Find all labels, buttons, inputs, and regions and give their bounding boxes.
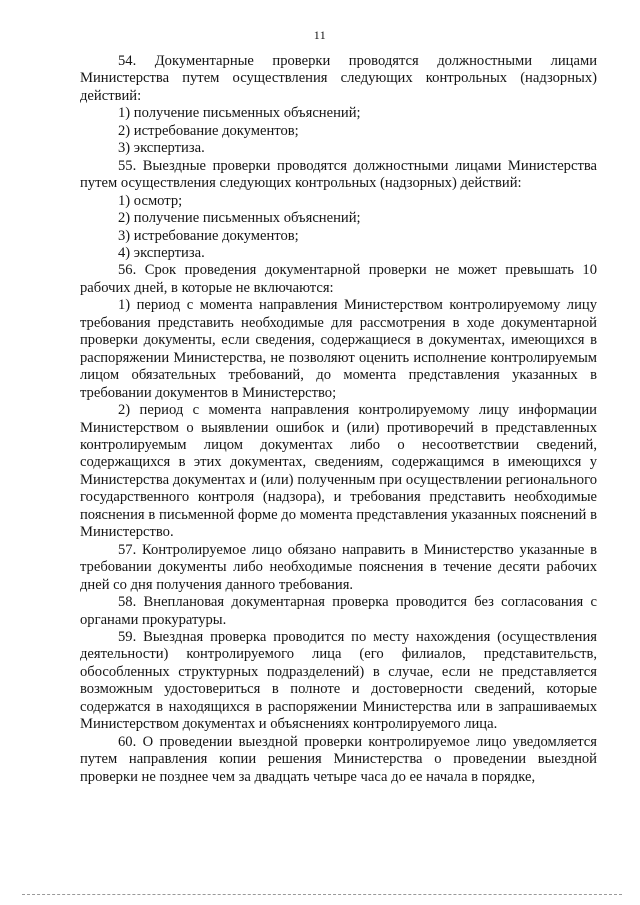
paragraph: 56. Срок проведения документарной проверки не может превышать 10 рабочих дней, в которые не включаются: [80, 262, 597, 296]
list-item: 2) истребование документов; [118, 122, 299, 139]
paragraph: 57. Контролируемое лицо обязано направить в Министерство указанные в требовании документы либо необходимые пояснения в течение десяти рабочих дней со дня получения данного требования. [80, 541, 597, 593]
paragraph: 55. Выездные проверки проводятся должностными лицами Министерства путем осуществления следующих контрольных (надзорных) действий: [80, 157, 597, 192]
page-bottom-divider [22, 894, 622, 895]
paragraph: 1) период с момента направления Министерством контролируемому лицу требования представить необходимые для рассмотрения в ходе документарной проверки документы, если сведения, содержащиеся в документах, имеющихся в распоряжении Министерства, не позволяют оценить исполнение контролируемым лицом обязательных требований, до момента представления указанных в требовании документов в Министерство; [80, 297, 597, 401]
paragraph: 58. Внеплановая документарная проверка проводится без согласования с органами прокуратуры. [80, 594, 597, 628]
list-item: 4) экспертиза. [118, 244, 205, 261]
paragraph: 59. Выездная проверка проводится по месту нахождения (осуществления деятельности) контролируемого лица (его филиалов, представительств, обособленных структурных подразделений) в случае, если не представляется возможным удостовериться в полноте и достоверности сведений, которые содержатся в находящихся в распоряжении Министерства или в запрашиваемых Министерством документах и объяснениях контролируемого лица. [80, 628, 597, 733]
list-item: 1) получение письменных объяснений; [118, 105, 361, 122]
page-number: 11 [313, 28, 327, 42]
list-item: 2) получение письменных объяснений; [118, 210, 361, 227]
list-item: 3) экспертиза. [118, 140, 205, 157]
paragraph: 60. О проведении выездной проверки контролируемое лицо уведомляется путем направления копии решения Министерства о проведении выездной проверки не позднее чем за двадцать четыре часа до ее начала в порядке, [80, 733, 597, 785]
paragraph: 2) период с момента направления контролируемому лицу информации Министерством о выявлении ошибок и (или) противоречий в представленных контролируемым лицом документах либо о несоответствии сведений, содержащихся в этих документах, сведениям, содержащимся в имеющихся у Министерства документах и (или) полученным при осуществлении регионального государственного контроля (надзора), и требования представить необходимые пояснения в письменной форме до момента представления указанных пояснений в Министерство. [80, 402, 597, 541]
document-body [80, 53, 597, 786]
list-item: 1) осмотр; [118, 192, 183, 209]
paragraph: 54. Документарные проверки проводятся должностными лицами Министерства путем осуществления следующих контрольных (надзорных) действий: [80, 53, 597, 104]
list-item: 3) истребование документов; [118, 227, 299, 244]
